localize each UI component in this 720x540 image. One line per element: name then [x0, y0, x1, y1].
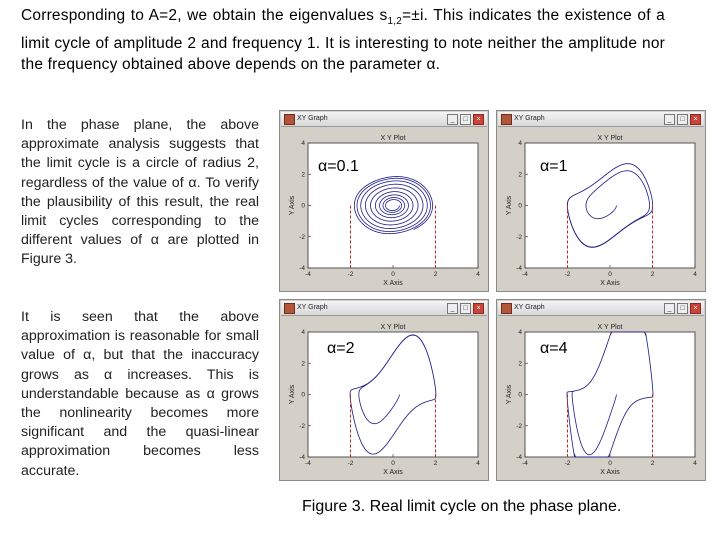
- maximize-icon[interactable]: □: [460, 303, 471, 314]
- x-tick-label: 4: [693, 460, 697, 467]
- x-tick-label: 4: [693, 271, 697, 278]
- maximize-icon[interactable]: □: [677, 114, 688, 125]
- y-tick-label: -2: [516, 422, 522, 430]
- x-tick-label: 2: [433, 271, 438, 278]
- x-tick-label: -2: [347, 460, 354, 467]
- x-tick-label: -4: [305, 460, 311, 467]
- x-tick-label: -4: [522, 271, 528, 278]
- y-axis-label: Y Axis: [506, 384, 513, 405]
- intro-text-b: =±i. This indicates the existence of a limit cycle of amplitude 2 and frequency 1. It is interesting to note neither the amplitude nor the frequency obtained above depends on the parameter α.: [21, 7, 665, 74]
- y-tick-label: -4: [516, 454, 522, 461]
- x-tick-label: 4: [476, 460, 480, 467]
- y-tick-label: 2: [301, 171, 305, 179]
- xy-plot-2: [497, 111, 707, 293]
- y-tick-label: -4: [299, 265, 305, 272]
- y-tick-label: -4: [299, 454, 305, 461]
- y-axis-label: Y Axis: [289, 384, 296, 405]
- plot-title: X Y Plot: [380, 135, 406, 142]
- window-title: XY Graph: [297, 115, 328, 122]
- eigen-subscript: 1,2: [387, 16, 402, 28]
- plot-title: X Y Plot: [380, 324, 406, 331]
- x-tick-label: 0: [391, 271, 395, 278]
- intro-text-a: Corresponding to A=2, we obtain the eigenvalues s: [21, 7, 388, 24]
- close-icon[interactable]: ×: [473, 114, 484, 125]
- x-tick-label: -4: [522, 460, 528, 467]
- maximize-icon[interactable]: □: [677, 303, 688, 314]
- intro-paragraph: [21, 5, 665, 76]
- xy-plot-1: [280, 111, 490, 293]
- x-axis-label: X Axis: [600, 469, 620, 476]
- y-tick-label: 0: [518, 202, 522, 210]
- window-title: XY Graph: [297, 304, 328, 311]
- xy-graph-window-1[interactable]: [279, 110, 489, 292]
- y-tick-label: -2: [516, 233, 522, 241]
- y-tick-label: 0: [301, 202, 305, 210]
- x-tick-label: -2: [347, 271, 354, 278]
- maximize-icon[interactable]: □: [460, 114, 471, 125]
- y-tick-label: 4: [301, 140, 305, 147]
- y-tick-label: -2: [299, 233, 305, 241]
- approximation-paragraph: It is seen that the above approximation is reasonable for small value of α, but that the inaccuracy grows as α increases. This is understandable because as α grows the nonlinearity becomes more significant and the quasi-linear approximation becomes less accurate.: [21, 309, 259, 479]
- phase-plane-paragraph: In the phase plane, the above approximate analysis suggests that the limit cycle is a circle of radius 2, regardless of the value of α. To verify the plausibility of this result, the real limit cycles corresponding to the different values of α are plotted in Figure 3.: [21, 117, 259, 268]
- x-tick-label: -2: [564, 460, 571, 467]
- minimize-icon[interactable]: _: [447, 303, 458, 314]
- x-tick-label: 0: [608, 460, 612, 467]
- y-axis-label: Y Axis: [289, 195, 296, 216]
- x-tick-label: 4: [476, 271, 480, 278]
- y-tick-label: 0: [518, 391, 522, 399]
- y-tick-label: 2: [518, 171, 522, 179]
- y-tick-label: 4: [518, 329, 522, 336]
- close-icon[interactable]: ×: [690, 114, 701, 125]
- minimize-icon[interactable]: _: [447, 114, 458, 125]
- window-title: XY Graph: [514, 115, 545, 122]
- y-tick-label: -4: [516, 265, 522, 272]
- xy-plot-4: [497, 300, 707, 482]
- minimize-icon[interactable]: _: [664, 114, 675, 125]
- figure-caption: Figure 3. Real limit cycle on the phase plane.: [302, 498, 622, 515]
- y-tick-label: 2: [518, 360, 522, 368]
- y-tick-label: 0: [301, 391, 305, 399]
- minimize-icon[interactable]: _: [664, 303, 675, 314]
- x-tick-label: 2: [650, 460, 655, 467]
- xy-graph-window-3[interactable]: [279, 299, 489, 481]
- x-tick-label: 0: [391, 460, 395, 467]
- plot-title: X Y Plot: [597, 135, 623, 142]
- x-tick-label: -4: [305, 271, 311, 278]
- x-axis-label: X Axis: [383, 280, 403, 287]
- x-tick-label: -2: [564, 271, 571, 278]
- alpha-label-3: α=2: [327, 340, 355, 357]
- y-tick-label: 4: [518, 140, 522, 147]
- alpha-label-4: α=4: [540, 340, 568, 357]
- window-title: XY Graph: [514, 304, 545, 311]
- x-axis-label: X Axis: [600, 280, 620, 287]
- alpha-label-2: α=1: [540, 158, 568, 175]
- close-icon[interactable]: ×: [473, 303, 484, 314]
- xy-graph-window-2[interactable]: [496, 110, 706, 292]
- xy-plot-3: [280, 300, 490, 482]
- x-tick-label: 2: [433, 460, 438, 467]
- xy-graph-window-4[interactable]: [496, 299, 706, 481]
- x-tick-label: 0: [608, 271, 612, 278]
- y-axis-label: Y Axis: [506, 195, 513, 216]
- y-tick-label: 4: [301, 329, 305, 336]
- x-tick-label: 2: [650, 271, 655, 278]
- x-axis-label: X Axis: [383, 469, 403, 476]
- y-tick-label: 2: [301, 360, 305, 368]
- plot-title: X Y Plot: [597, 324, 623, 331]
- alpha-label-1: α=0.1: [318, 158, 359, 175]
- y-tick-label: -2: [299, 422, 305, 430]
- close-icon[interactable]: ×: [690, 303, 701, 314]
